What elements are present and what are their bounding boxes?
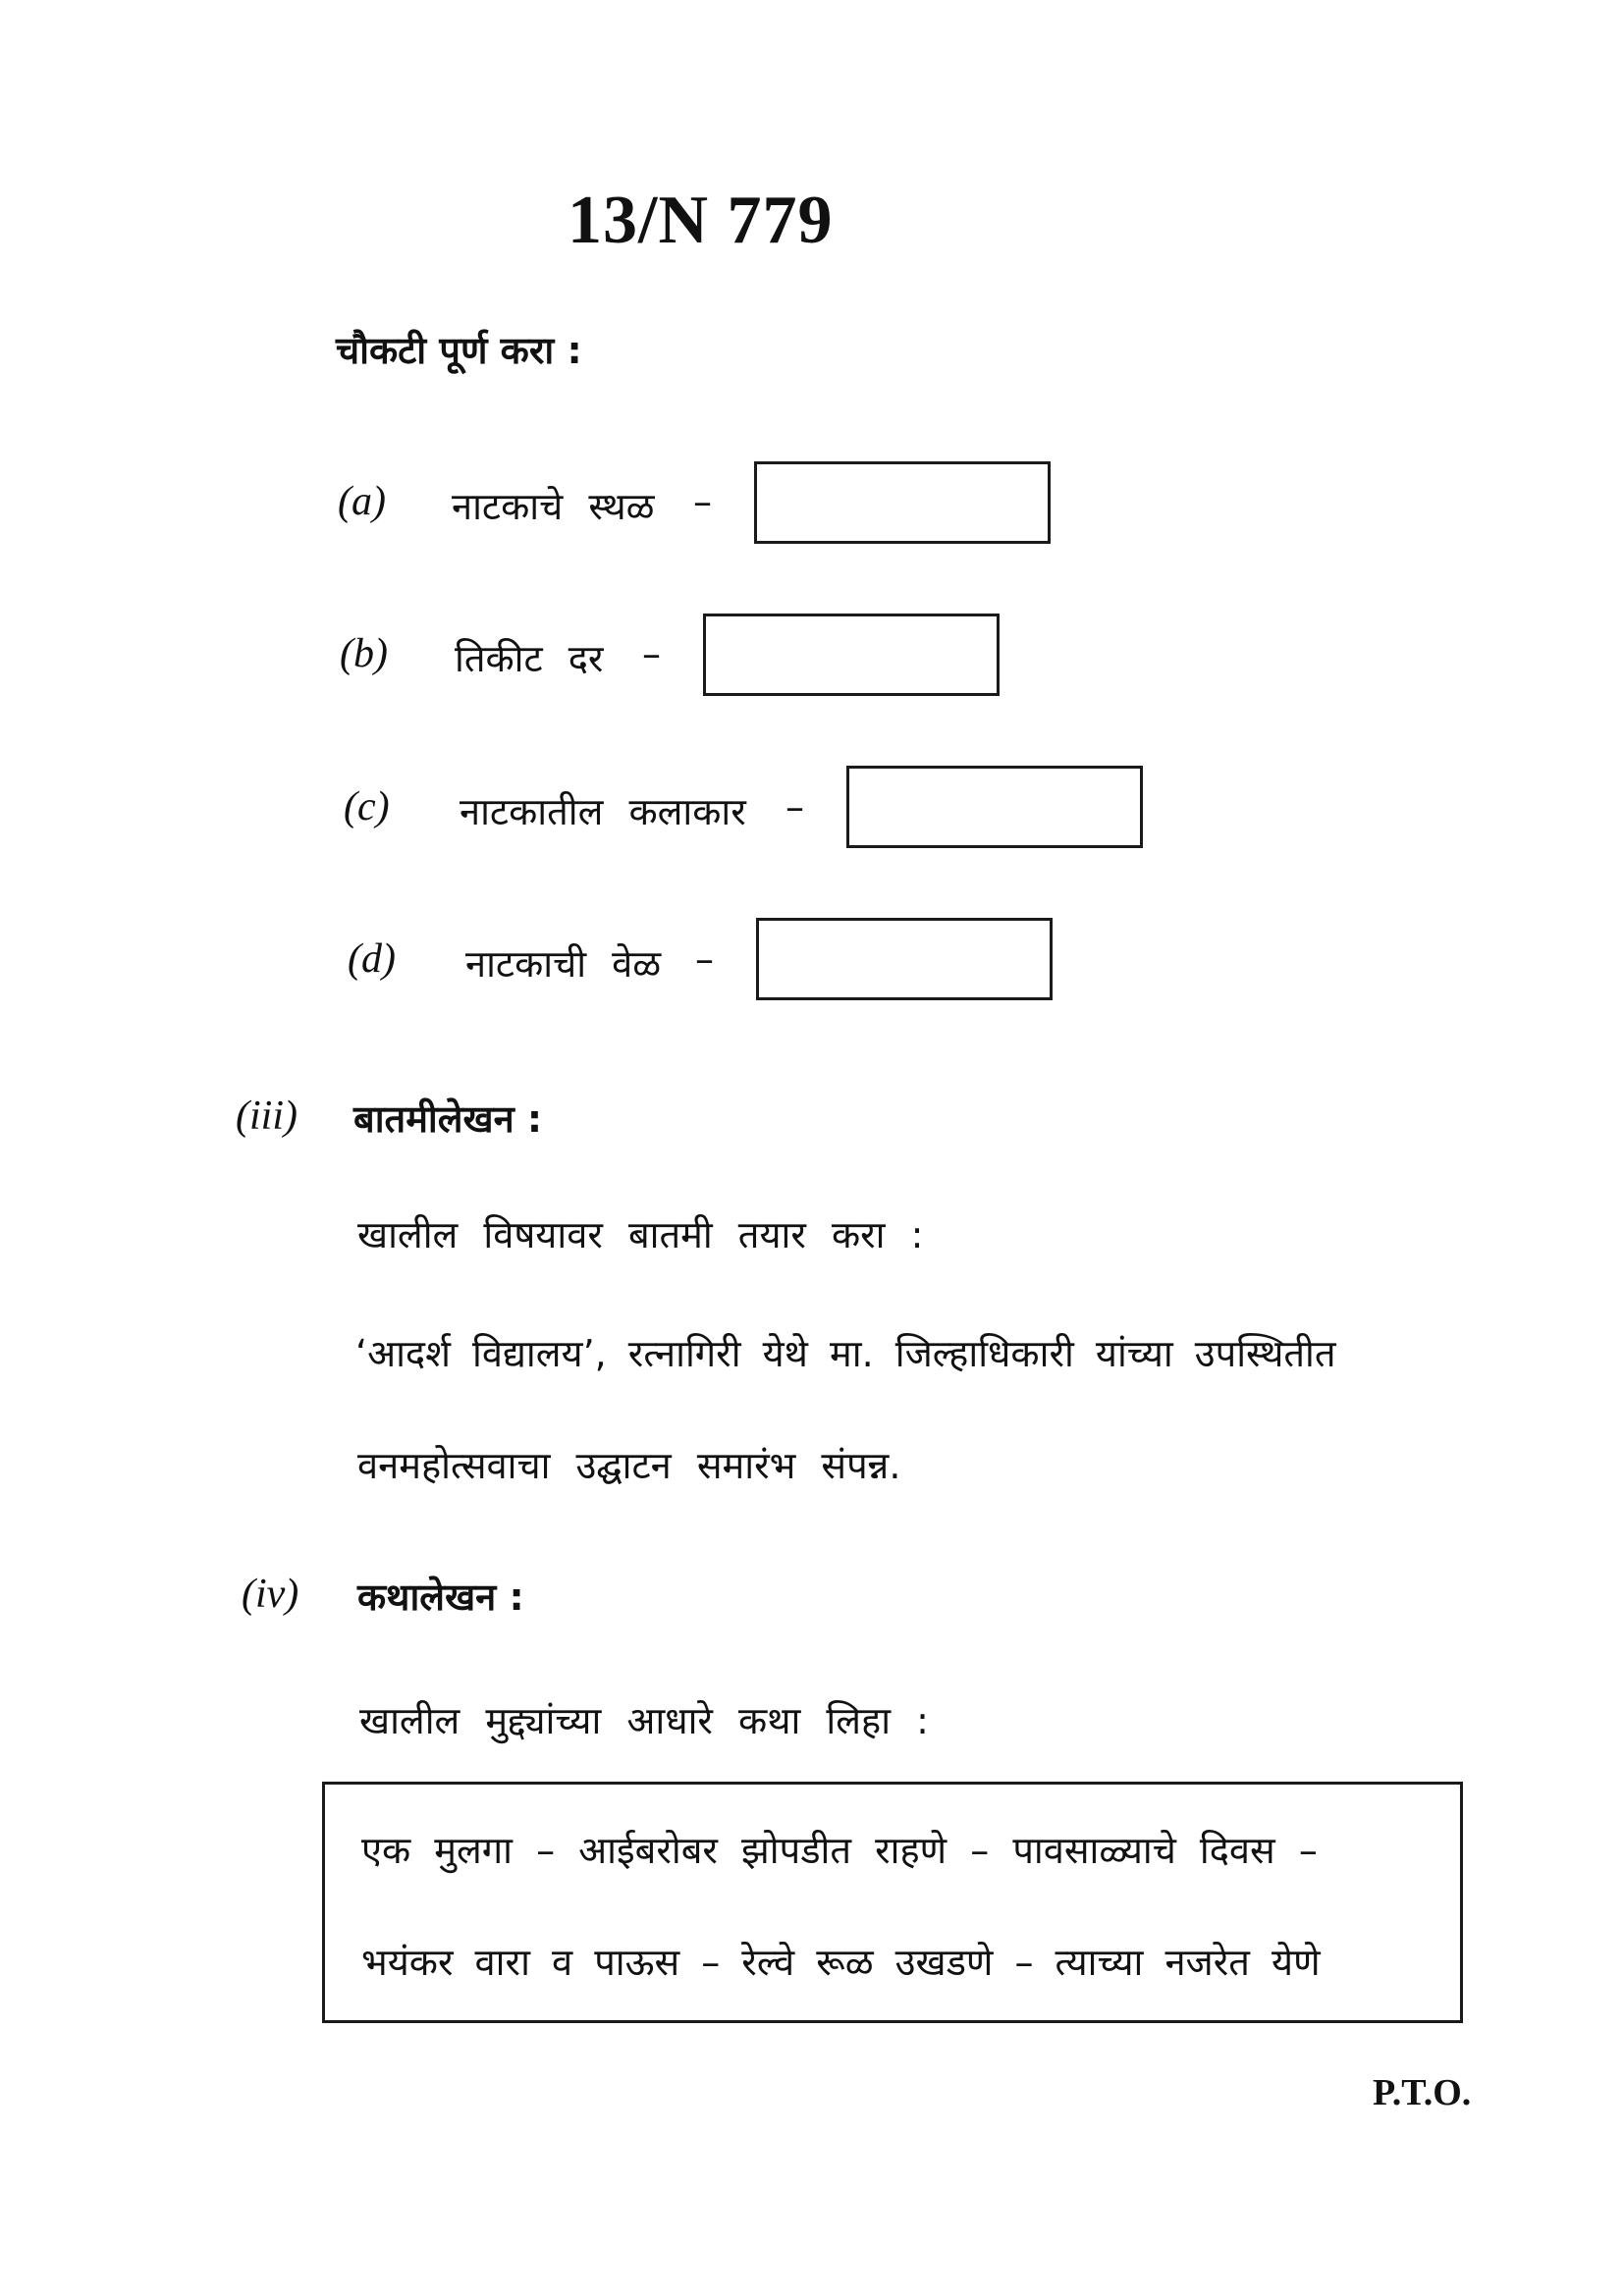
news-topic-line: ‘आदर्श विद्यालय’, रत्नागिरी येथे मा. जिल्हाधिकारी यांच्या उपस्थितीत [355, 1332, 1336, 1375]
item-dash: – [693, 480, 712, 523]
section-heading: बातमीलेखन : [353, 1097, 543, 1141]
item-dash: – [695, 937, 714, 981]
news-topic-line: वनमहोत्सवाचा उद्घाटन समारंभ संपन्न. [357, 1444, 901, 1487]
answer-box-d[interactable] [756, 918, 1053, 1000]
item-marker: (c) [344, 784, 390, 829]
instruction-text: खालील मुद्द्यांच्या आधारे कथा लिहा : [359, 1699, 929, 1742]
pto-label: P.T.O. [1373, 2072, 1472, 2113]
instruction-text: खालील विषयावर बातमी तयार करा : [357, 1213, 924, 1256]
paper-code: 13/N 779 [568, 183, 834, 258]
item-label: नाटकाची वेळ [465, 942, 662, 986]
item-marker: (a) [338, 479, 386, 524]
item-dash: – [642, 632, 661, 675]
section-heading: कथालेखन : [357, 1575, 524, 1619]
item-label: तिकीट दर [455, 637, 604, 680]
item-label: नाटकाचे स्थळ [452, 485, 655, 528]
answer-box-b[interactable] [703, 614, 1000, 696]
fill-boxes-heading: चौकटी पूर्ण करा : [336, 329, 582, 372]
story-points-box [322, 1782, 1463, 2023]
answer-box-a[interactable] [754, 461, 1051, 544]
question-number: (iv) [242, 1572, 299, 1617]
story-points-line: एक मुलगा – आईबरोबर झोपडीत राहणे – पावसाळ्याचे दिवस – [361, 1829, 1318, 1872]
item-marker: (d) [348, 936, 396, 982]
item-dash: – [785, 785, 804, 828]
story-points-line: भयंकर वारा व पाऊस – रेल्वे रूळ उखडणे – त्याच्या नजरेत येणे [361, 1941, 1321, 1984]
item-label: नाटकातील कलाकार [460, 790, 746, 833]
question-number: (iii) [236, 1094, 298, 1139]
item-marker: (b) [340, 631, 388, 676]
answer-box-c[interactable] [846, 766, 1143, 848]
